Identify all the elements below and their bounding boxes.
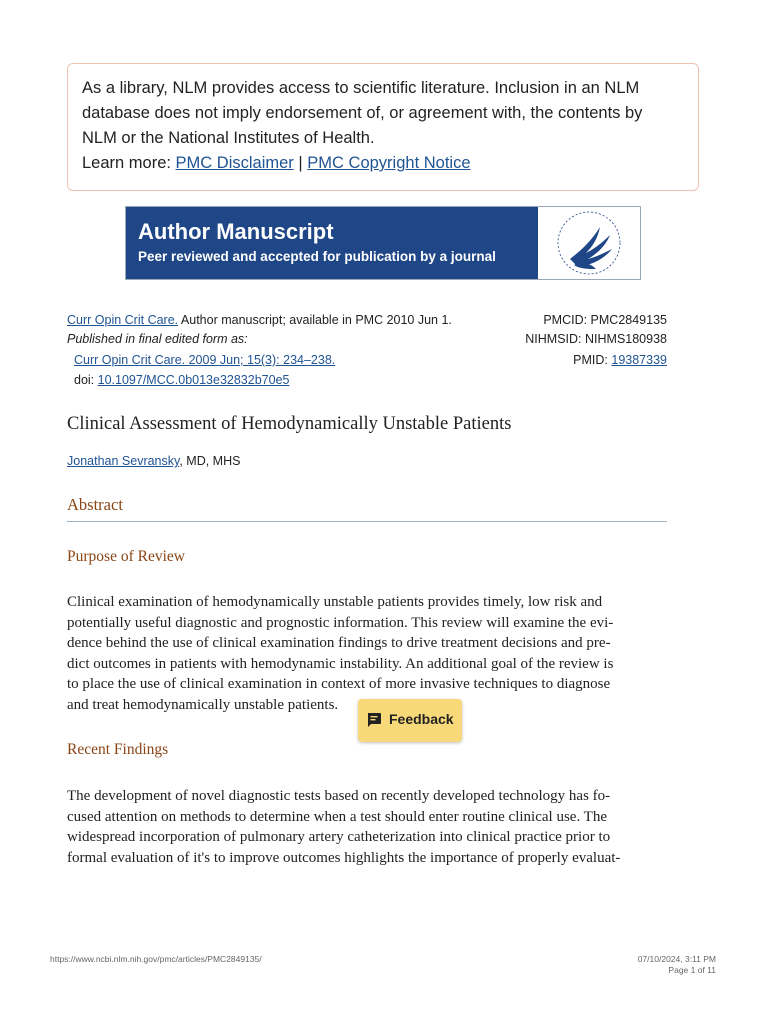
citation-text: Author manuscript; available in PMC 2010 Jun 1. — [178, 313, 452, 327]
pmc-disclaimer-link[interactable]: PMC Disclaimer — [175, 154, 294, 172]
findings-line: formal evaluation of it's to improve outcomes highlights the importance of properly evaluat- — [67, 849, 621, 866]
final-citation-link[interactable]: Curr Opin Crit Care. 2009 Jun; 15(3): 234–238. — [74, 353, 336, 367]
hhs-eagle-seal-icon — [538, 207, 640, 279]
findings-line: cused attention on methods to determine when a test should enter routine clinical use. The — [67, 808, 607, 825]
final-citation — [74, 353, 335, 367]
footer-page-number: Page 1 of 11 — [668, 965, 716, 975]
pmid-link[interactable]: 19387339 — [611, 353, 667, 367]
journal-link[interactable]: Curr Opin Crit Care. — [67, 313, 179, 327]
library-notice — [67, 63, 699, 191]
pmid-label: PMID: — [573, 353, 612, 367]
recent-findings-heading: Recent Findings — [67, 741, 169, 758]
purpose-heading: Purpose of Review — [67, 548, 185, 565]
purpose-line: to place the use of clinical examination in context of more invasive techniques to diagnose — [67, 676, 611, 692]
abstract-divider — [67, 521, 667, 522]
feedback-label: Feedback — [389, 711, 454, 727]
findings-line: widespread incorporation of pulmonary artery catheterization into clinical practice prior to — [67, 829, 611, 845]
author-credentials: , MD, MHS — [179, 454, 241, 468]
author-manuscript-banner — [125, 206, 641, 280]
pmid — [573, 353, 667, 367]
nihmsid: NIHMSID: NIHMS180938 — [525, 332, 667, 346]
banner-title: Author Manuscript — [138, 219, 334, 244]
purpose-line: dence behind the use of clinical examination findings to drive treatment decisions and pre- — [67, 635, 611, 651]
footer-datetime: 07/10/2024, 3:11 PM — [637, 954, 716, 964]
doi-link[interactable]: 10.1097/MCC.0b013e32832b70e5 — [97, 373, 290, 387]
pmcid: PMCID: PMC2849135 — [543, 313, 667, 327]
purpose-line: dict outcomes in patients with hemodynamic instability. An additional goal of the review is — [67, 655, 614, 672]
findings-line: The development of novel diagnostic tests based on recently developed technology has fo- — [67, 788, 611, 804]
purpose-line: Clinical examination of hemodynamically unstable patients provides timely, low risk and — [67, 594, 603, 610]
feedback-icon — [366, 712, 382, 728]
doi-line — [74, 373, 289, 387]
citation-line — [67, 313, 452, 327]
notice-line-1: As a library, NLM provides access to scientific literature. Inclusion in an NLM — [82, 79, 640, 97]
author-link[interactable]: Jonathan Sevransky — [67, 454, 180, 468]
feedback-button[interactable] — [358, 699, 462, 742]
notice-line-2: database does not imply endorsement of, or agreement with, the contents by — [82, 104, 643, 122]
purpose-paragraph — [67, 592, 667, 715]
abstract-heading: Abstract — [67, 495, 123, 514]
pmc-copyright-notice-link[interactable]: PMC Copyright Notice — [307, 154, 471, 172]
banner-subtitle: Peer reviewed and accepted for publication by a journal — [138, 249, 496, 264]
purpose-line: and treat hemodynamically unstable patients. — [67, 696, 339, 713]
purpose-line: potentially useful diagnostic and prognostic information. This review will examine the evi- — [67, 614, 614, 631]
article-title: Clinical Assessment of Hemodynamically Unstable Patients — [67, 414, 512, 434]
published-label: Published in final edited form as: — [67, 332, 248, 346]
banner-blue-panel — [126, 207, 538, 279]
doi-label: doi: — [74, 373, 98, 387]
author-line — [67, 454, 240, 468]
learn-more-label: Learn more: — [82, 154, 176, 172]
learn-more-line — [82, 151, 684, 176]
notice-line-3: NLM or the National Institutes of Health. — [82, 129, 375, 147]
link-separator: | — [293, 154, 308, 172]
footer-url: https://www.ncbi.nlm.nih.gov/pmc/articles/PMC2849135/ — [50, 954, 262, 964]
findings-paragraph — [67, 786, 667, 868]
